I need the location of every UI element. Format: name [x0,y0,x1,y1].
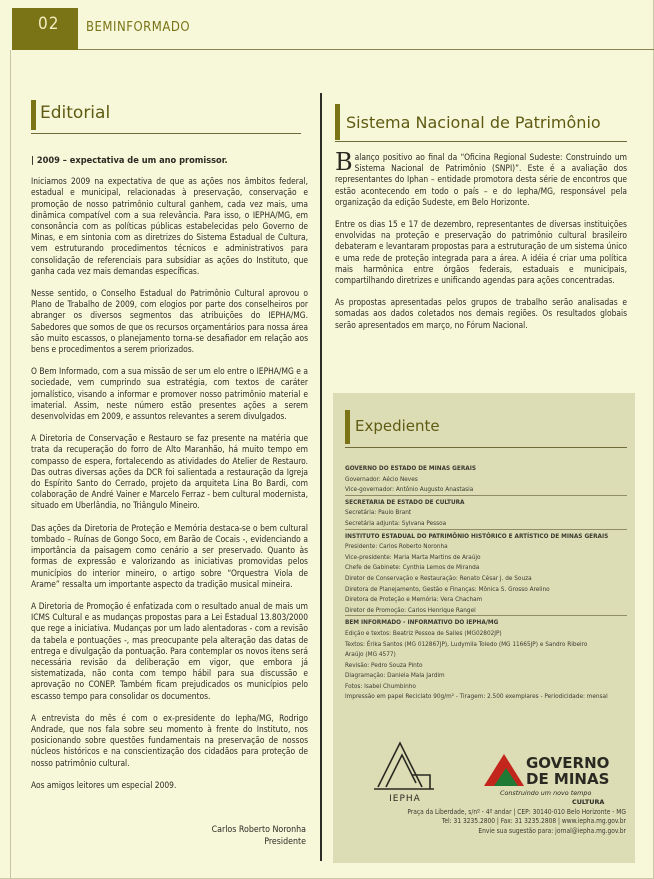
editorial-signature [31,824,306,848]
footer-email: Envie sua sugestão para: jornal@iepha.mg.gov.br [478,826,626,835]
expediente-line: Vice-governador: Antônio Augusto Anastasia [345,485,474,494]
expediente-line: Presidente: Carlos Roberto Noronha [345,542,448,551]
editorial-title-rule [31,133,301,134]
sistema-paragraph-text: alanço positivo ao final da “Oficina Regional Sudeste: Construindo um Sistema Nacional de Patrimônio (SNPI)”. Este é a avaliação dos representantes do Iphan – entidade promotora desta série de encontros que estão acontecendo em todo o país – e do Iepha/MG, responsável pela organização da edição Sudeste, em Belo Horizonte. [335,152,627,207]
expediente-line: Diagramação: Daniela Mala Jardim [345,671,445,680]
expediente-title-rule [345,447,627,448]
footer-phone-web: Tel: 31 3235.2800 | Fax: 31 3235.2808 | www.iepha.mg.gov.br [441,817,626,826]
sistema-title-bar [335,104,340,140]
iepha-logo-arc [386,755,416,787]
signature-role: Presidente [264,837,306,847]
expediente-line: Vice-presidente: Maria Marta Martins de Araújo [345,552,481,561]
iepha-logo [372,735,438,805]
expediente-heading: INSTITUTO ESTADUAL DO PATRIMÔNIO HISTÓRICO E ARTÍSTICO DE MINAS GERAIS [345,529,627,542]
header-rule [78,49,654,50]
expediente-line: Textos: Érika Santos (MG 012867JP), Ludymila Toledo (MG 11665JP) e Sandro Ribeiro [345,639,588,648]
expediente-title: Expediente [355,417,440,435]
sistema-title-rule [335,141,627,142]
footer-address: Praça da Liberdade, s/nº - 4º andar | CEP: 30140-010 Belo Horizonte - MG [407,808,626,816]
sistema-title: Sistema Nacional de Patrimônio [346,113,601,132]
page-number: 02 [38,14,60,34]
sistema-body [335,148,627,342]
editorial-paragraph: Aos amigos leitores um especial 2009. [31,779,177,790]
signature-name: Carlos Roberto Noronha [211,825,306,835]
expediente-line: Impressão em papel Reciclato 90g/m² - Tiragem: 2.500 exemplares - Periodicidade: mensal [345,692,608,701]
expediente-line: Revisão: Pedro Souza Pinto [345,660,423,669]
expediente-list [345,462,627,702]
editorial-paragraph: O Bem Informado, com a sua missão de ser um elo entre o IEPHA/MG e a sociedade, vem cumprindo sua estratégia, com textos de caráter jornalístico, visando a informar e promover nosso patrimônio material e imaterial. Assim, neste número estão presentes ações a serem desenvolvidas em 2009, e assuntos relevantes a serem divulgados. [31,366,308,422]
sistema-paragraph: Entre os dias 15 e 17 de dezembro, representantes de diversas instituições envolvidas na proteção e preservação do patrimônio cultural brasileiro debateram e levantaram propostas para a estruturação de um sistema único e uma rede de proteção integrada para a área. A idéia é criar uma política mais harmônica entre órgãos federais, estaduais e municipais, compartilhando diretrizes e unificando agendas para ações concentradas. [335,219,627,286]
editorial-paragraph: A entrevista do mês é com o ex-presidente do Iepha/MG, Rodrigo Andrade, que nos fala sobre seu momento à frente do Instituto, nos posicionando sobre questões fundamentais na preservação de nossos núcleos históricos e na conscientização dos cidadãos para proteção de nosso patrimônio cultural. [31,712,308,768]
expediente-line: Diretora de Proteção e Memória: Vera Chacham [345,595,483,604]
gov-logo-cultura: CULTURA [572,798,605,804]
brand-prefix: BEM [86,20,114,35]
footer-contact [348,808,626,836]
expediente-line: Araújo (MG 4577) [345,650,396,659]
expediente-heading: GOVERNO DO ESTADO DE MINAS GERAIS [345,464,476,472]
gov-logo-slogan: Construindo um novo tempo [500,789,592,797]
sistema-paragraph [335,148,627,208]
editorial-title-bar [31,100,36,130]
header [0,0,654,50]
expediente-heading: BEM INFORMADO - INFORMATIVO DO IEPHA/MG [345,615,627,628]
brand-suffix: INFORMADO [113,20,191,35]
expediente-line: Secretária adjunta: Sylvana Pessoa [345,518,447,527]
expediente-line: Chefe de Gabinete: Cynthia Lemos de Miranda [345,563,480,572]
gov-logo-line2: DE MINAS [526,770,610,788]
editorial-paragraph: Das ações da Diretoria de Proteção e Memória destaca-se o bem cultural tombado – Ruínas de Gongo Soco, em Barão de Cocais -, evidenciando a importância da paisagem como cenário a ser preservado. Quanto às formas de expressão e valorizando as iniciativas promovidas pelos municípios do interior mineiro, o artigo sobre “Orquestra Viola de Arame” ressalta um importante aspecto da tradição musical mineira. [31,522,308,589]
editorial-paragraph: A Diretoria de Conservação e Restauro se faz presente na matéria que trata da recuperação do forro de Alto Maranhão, há muito tempo em compasso de espera, fortalecendo as atividades do Atelier de Restauro. Das outras diversas ações da DCR foi salientada a restauração da Igreja do Espírito Santo do Cerrado, projeto da arquiteta Lina Bo Bardi, com colaboração de André Vainer e Marcelo Ferraz - bem cultural modernista, situado em Uberlândia, no Triângulo Mineiro. [31,433,308,511]
brand-name [86,20,190,35]
iepha-logo-text: IEPHA [389,794,421,804]
governo-de-minas-logo [480,748,610,804]
expediente-line: Fotos: Isabel Chumbinho [345,681,416,690]
expediente-line: Governador: Aécio Neves [345,474,418,483]
drop-cap: B [335,148,353,176]
column-divider [320,93,322,861]
expediente-line: Diretor de Promoção: Carlos Henrique Rangel [345,605,476,614]
editorial-body [31,155,308,802]
left-margin-rule [10,50,11,878]
editorial-paragraph: A Diretoria de Promoção é enfatizada com o resultado anual de mais um ICMS Cultural e as mudanças propostas para a Lei Estadual 13.803/2000 que rege a iniciativa. Mudanças por um lado alentadoras - com a revisão da tabela e pontuações -, mas preocupante pela alteração das datas de entrega e divulgação da pontuação. Para contemplar os novos itens será necessária revisão da deliberação em vigor, que embora já sistematizada, não conta com tempo hábil para sua discussão e aprovação no CONEP. Também ficam prejudicados os municípios pelo escasso tempo para consolidar os documentos. [31,600,308,701]
editorial-title: Editorial [40,103,111,123]
gov-logo-line1: GOVERNO [526,754,610,772]
expediente-line: Secretária: Paulo Brant [345,508,412,517]
editorial-paragraph: Iniciamos 2009 na expectativa de que as ações nos âmbitos federal, estadual e municipal, relacionadas à preservação, conservação e promoção de nosso patrimônio cultural ganhem, cada vez mais, uma dinâmica compatível com a sua relevância. Para isso, o IEPHA/MG, em consonância com as políticas públicas estabelecidas pelo Governo de Minas, e em sintonia com as diretrizes do Sistema Estadual de Cultura, vem estruturando procedimentos técnicos e administrativos para consolidação de referenciais para subsidiar as ações do Instituto, que ganha cada vez mais demandas específicas. [31,176,308,276]
expediente-line: Diretor de Conservação e Restauração: Renato César J. de Souza [345,573,532,582]
editorial-paragraph: Nesse sentido, o Conselho Estadual do Patrimônio Cultural aprovou o Plano de Trabalho de 2009, com elogios por parte dos conselheiros por abranger os diversos segmentos das atribuições do IEPHA/MG. Sabedores que somos de que os recursos orçamentários para nossa área são muito escassos, o planejamento torna-se desafiador em relação aos bens e procedimentos a serem priorizados. [31,288,308,355]
expediente-line: Diretora de Planejamento, Gestão e Finanças: Mônica S. Grosso Arelino [345,584,550,593]
page-number-block [12,8,78,50]
expediente-line: Edição e textos: Beatriz Pessoa de Salles (MG02802JP) [345,628,502,637]
expediente-heading: SECRETARIA DE ESTADO DE CULTURA [345,495,627,508]
sistema-paragraph: As propostas apresentadas pelos grupos de trabalho serão analisadas e somadas aos dados coletados nos demais regiões. Os resultados globais serão apresentados em março, no Fórum Nacional. [335,297,627,330]
expediente-title-bar [345,410,350,444]
editorial-lead: | 2009 – expectativa de um ano promissor. [31,155,228,166]
